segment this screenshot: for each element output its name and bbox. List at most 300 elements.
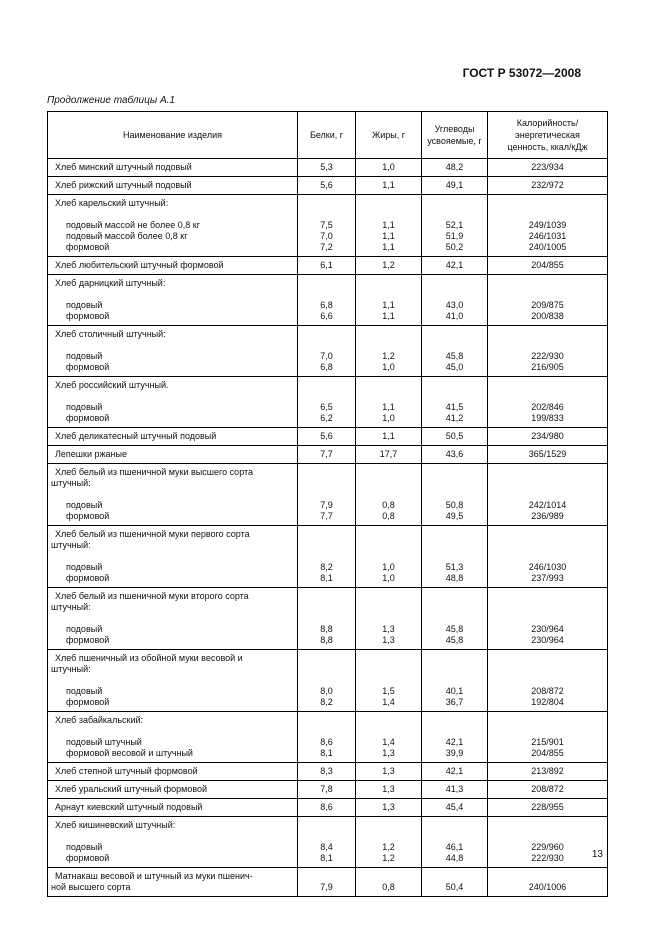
energy-value [488,289,607,300]
fat-value: 0,8 [382,500,395,510]
carbs-value [422,198,487,209]
fat-value [356,529,421,540]
fat-cell [356,159,422,177]
product-name-line: подовый [66,402,103,412]
carbs-value: 50,4 [445,882,464,892]
protein-value [298,340,355,351]
table-row [48,712,608,763]
carbs-value: 41,5 [445,402,464,412]
carbs-cell [422,526,488,588]
fat-value: 1,1 [382,242,395,252]
fat-value [356,715,421,726]
protein-value: 8,2 [320,697,333,707]
fat-value: 1,3 [382,766,395,776]
protein-value [298,529,355,540]
table-row [48,446,608,464]
product-name-line: формовой [66,242,110,252]
carbs-value: 41,2 [445,413,464,423]
table-caption: Продолжение таблицы А.1 [47,95,175,106]
energy-value [488,540,607,551]
carbs-value [422,551,487,562]
protein-value [298,613,355,624]
standard-number: ГОСТ Р 53072—2008 [462,66,581,80]
protein-value: 7,8 [320,784,333,794]
protein-value: 7,0 [320,231,333,241]
protein-value [298,591,355,602]
carbs-value: 36,7 [445,697,464,707]
product-name-cell [48,650,298,712]
energy-cell [488,275,608,326]
protein-cell [298,712,356,763]
protein-cell [298,781,356,799]
product-name-line: подовый [66,500,103,510]
carbs-value: 50,8 [445,500,464,510]
energy-value: 209/875 [531,300,564,310]
protein-value: 7,7 [320,449,333,459]
product-name-cell [48,377,298,428]
carbs-value [422,664,487,675]
product-name-line: Арнаут киевский штучный подовый [55,802,203,812]
carbs-cell [422,712,488,763]
energy-value [488,478,607,489]
energy-value: 234/980 [531,431,564,441]
protein-value: 7,5 [320,220,333,230]
protein-value: 7,9 [320,882,333,892]
product-name-line [48,289,297,300]
product-name-line: формовой весовой и штучный [66,748,193,758]
fat-value [356,467,421,478]
table-row [48,177,608,195]
energy-value: 365/1529 [528,449,567,459]
protein-value: 5,6 [320,431,333,441]
carbs-value [422,613,487,624]
energy-cell [488,377,608,428]
product-name-line: подовый массой не более 0,8 кг [66,220,200,230]
carbs-value: 42,1 [445,766,464,776]
product-name-line: подовый [66,686,103,696]
table-row [48,195,608,257]
energy-cell [488,195,608,257]
protein-value [298,831,355,842]
protein-value: 7,7 [320,511,333,521]
carbs-cell [422,650,488,712]
energy-value [488,529,607,540]
fat-value [356,289,421,300]
carbs-value: 39,9 [445,748,464,758]
fat-value: 1,0 [382,362,395,372]
energy-value [488,391,607,402]
fat-value [356,726,421,737]
protein-value: 8,3 [320,766,333,776]
carbs-value: 52,1 [445,220,464,230]
table-row [48,377,608,428]
fat-value: 1,0 [382,162,395,172]
product-name-line: Хлеб рижский штучный подовый [55,180,192,190]
protein-cell [298,526,356,588]
carbs-value [422,380,487,391]
carbs-value: 50,2 [445,242,464,252]
fat-value [356,209,421,220]
product-name-cell [48,588,298,650]
energy-value: 213/892 [531,766,564,776]
table-row [48,428,608,446]
product-name-line: штучный: [51,540,91,550]
fat-value [356,198,421,209]
energy-value [488,726,607,737]
fat-value: 1,2 [382,260,395,270]
energy-value: 215/901 [531,737,564,747]
table-row [48,868,608,897]
table-row [48,588,608,650]
product-name-cell [48,781,298,799]
product-name-line: Хлеб любительский штучный формовой [55,260,224,270]
carbs-cell [422,159,488,177]
carbs-value: 45,8 [445,635,464,645]
energy-cell [488,159,608,177]
fat-cell [356,650,422,712]
protein-value: 8,8 [320,635,333,645]
energy-cell [488,257,608,275]
carbs-value [422,871,487,882]
protein-value [298,540,355,551]
carbs-value: 45,0 [445,362,464,372]
energy-value [488,489,607,500]
carbs-cell [422,275,488,326]
product-name-line: формовой [66,635,110,645]
protein-value [298,198,355,209]
table-row [48,257,608,275]
product-name-line: подовый [66,842,103,852]
carbs-value: 41,0 [445,311,464,321]
product-name-line [48,391,297,402]
table-row [48,650,608,712]
header-fat: Жиры, г [356,112,422,159]
carbs-value: 48,2 [445,162,464,172]
energy-value: 232/972 [531,180,564,190]
carbs-value [422,391,487,402]
protein-value [298,209,355,220]
energy-value: 240/1006 [528,882,567,892]
carbs-value [422,726,487,737]
protein-cell [298,588,356,650]
carbs-value [422,340,487,351]
energy-cell [488,428,608,446]
carbs-value [422,820,487,831]
energy-value: 223/934 [531,162,564,172]
carbs-cell [422,464,488,526]
carbs-value: 40,1 [445,686,464,696]
product-name-line: Хлеб дарницкий штучный: [55,278,166,288]
product-name-line [48,209,297,220]
fat-value: 1,4 [382,697,395,707]
protein-cell [298,868,356,897]
energy-cell [488,799,608,817]
fat-cell [356,817,422,868]
carbs-value: 45,8 [445,351,464,361]
fat-cell [356,428,422,446]
fat-cell [356,868,422,897]
protein-value [298,602,355,613]
protein-value: 8,6 [320,737,333,747]
energy-value: 246/1031 [528,231,567,241]
carbs-cell [422,326,488,377]
energy-value: 222/930 [531,853,564,863]
product-name-line: Хлеб забайкальский: [55,715,144,725]
header-product-name: Наименование изделия [48,112,298,159]
fat-value [356,278,421,289]
fat-value: 1,0 [382,562,395,572]
nutrition-table [47,111,608,897]
carbs-value: 42,1 [445,260,464,270]
energy-value: 208/872 [531,784,564,794]
energy-value [488,198,607,209]
protein-value [298,489,355,500]
product-name-cell [48,257,298,275]
protein-cell [298,817,356,868]
energy-value [488,653,607,664]
product-name-cell [48,868,298,897]
product-name-line: Хлеб степной штучный формовой [55,766,198,776]
product-name-line: штучный: [51,664,91,674]
protein-value [298,871,355,882]
product-name-line [48,675,297,686]
fat-value [356,329,421,340]
fat-value: 1,3 [382,784,395,794]
protein-cell [298,159,356,177]
product-name-line: Хлеб пшеничный из обойной муки весовой и [55,653,243,663]
energy-cell [488,464,608,526]
protein-cell [298,377,356,428]
fat-cell [356,177,422,195]
fat-value [356,540,421,551]
protein-cell [298,428,356,446]
product-name-line [48,551,297,562]
fat-value: 1,1 [382,402,395,412]
fat-value: 1,2 [382,351,395,361]
fat-cell [356,588,422,650]
carbs-cell [422,817,488,868]
header-carbs-line: Углеводы [434,124,475,134]
header-energy-line: ценность, ккал/кДж [507,142,588,152]
fat-value [356,551,421,562]
fat-value [356,613,421,624]
energy-value: 246/1030 [528,562,567,572]
carbs-value: 49,5 [445,511,464,521]
fat-value [356,831,421,842]
product-name-line: формовой [66,573,110,583]
fat-cell [356,195,422,257]
product-name-line: подовый массой более 0,8 кг [66,231,188,241]
fat-cell [356,464,422,526]
energy-cell [488,781,608,799]
product-name-line: подовый [66,351,103,361]
product-name-line: Хлеб деликатесный штучный подовый [55,431,217,441]
product-name-line: Хлеб кишиневский штучный: [55,820,176,830]
protein-value: 8,4 [320,842,333,852]
fat-value: 1,1 [382,220,395,230]
energy-value: 199/833 [531,413,564,423]
protein-cell [298,275,356,326]
fat-value: 1,0 [382,573,395,583]
table-row [48,464,608,526]
product-name-line: штучный: [51,602,91,612]
carbs-value [422,675,487,686]
fat-value: 1,1 [382,180,395,190]
fat-value [356,664,421,675]
page-number: 13 [591,849,603,860]
fat-value [356,489,421,500]
product-name-line: Хлеб белый из пшеничной муки высшего сорта [55,467,254,477]
carbs-value [422,602,487,613]
product-name-line: Хлеб карельский штучный: [55,198,169,208]
protein-value [298,289,355,300]
protein-value [298,391,355,402]
carbs-cell [422,177,488,195]
protein-cell [298,763,356,781]
product-name-line: формовой [66,697,110,707]
carbs-cell [422,257,488,275]
product-name-line: Хлеб белый из пшеничной муки второго сорта [55,591,249,601]
protein-value [298,467,355,478]
product-name-cell [48,195,298,257]
table-row [48,817,608,868]
header-energy [488,112,608,159]
energy-value [488,209,607,220]
energy-value [488,871,607,882]
protein-cell [298,195,356,257]
protein-value: 8,6 [320,802,333,812]
fat-value: 1,1 [382,431,395,441]
energy-value [488,591,607,602]
protein-value [298,380,355,391]
energy-value [488,380,607,391]
fat-value: 0,8 [382,882,395,892]
product-name-line [48,831,297,842]
product-name-line: подовый [66,562,103,572]
fat-value: 1,1 [382,231,395,241]
protein-cell [298,464,356,526]
carbs-cell [422,799,488,817]
product-name-line: Хлеб уральский штучный формовой [55,784,208,794]
carbs-value [422,329,487,340]
product-name-line: формовой [66,853,110,863]
energy-value: 237/993 [531,573,564,583]
fat-value: 1,3 [382,635,395,645]
protein-value [298,329,355,340]
carbs-cell [422,446,488,464]
energy-value [488,278,607,289]
carbs-value [422,467,487,478]
protein-value: 5,6 [320,180,333,190]
energy-value: 230/964 [531,624,564,634]
product-name-cell [48,159,298,177]
energy-value [488,551,607,562]
fat-value: 1,1 [382,300,395,310]
fat-value: 1,5 [382,686,395,696]
product-name-line: формовой [66,511,110,521]
carbs-cell [422,428,488,446]
product-name-cell [48,326,298,377]
carbs-value: 45,4 [445,802,464,812]
carbs-value [422,529,487,540]
protein-value: 8,1 [320,853,333,863]
protein-value: 8,0 [320,686,333,696]
energy-value: 249/1039 [528,220,567,230]
product-name-line [48,613,297,624]
carbs-value: 48,8 [445,573,464,583]
fat-value: 1,4 [382,737,395,747]
protein-cell [298,446,356,464]
fat-value: 1,1 [382,311,395,321]
product-name-line [48,489,297,500]
table-body [48,159,608,897]
energy-cell [488,326,608,377]
carbs-value [422,489,487,500]
carbs-value [422,278,487,289]
energy-cell [488,817,608,868]
carbs-cell [422,868,488,897]
carbs-value [422,591,487,602]
product-name-cell [48,526,298,588]
carbs-value [422,540,487,551]
fat-value [356,478,421,489]
energy-value: 216/905 [531,362,564,372]
carbs-value: 45,8 [445,624,464,634]
fat-value: 1,3 [382,624,395,634]
carbs-value: 42,1 [445,737,464,747]
product-name-line: штучный: [51,478,91,488]
carbs-cell [422,763,488,781]
carbs-value [422,209,487,220]
product-name-cell [48,464,298,526]
fat-value [356,380,421,391]
header-energy-line: энергетическая [515,130,580,140]
protein-value [298,726,355,737]
product-name-line: Хлеб столичный штучный: [55,329,166,339]
protein-value: 7,2 [320,242,333,252]
carbs-value: 43,6 [445,449,464,459]
fat-value: 1,0 [382,413,395,423]
carbs-cell [422,377,488,428]
energy-value [488,602,607,613]
fat-cell [356,712,422,763]
fat-value [356,602,421,613]
fat-value: 1,3 [382,802,395,812]
carbs-value: 51,9 [445,231,464,241]
fat-value [356,675,421,686]
carbs-value: 41,3 [445,784,464,794]
table-row [48,275,608,326]
energy-value: 200/838 [531,311,564,321]
protein-value: 7,9 [320,500,333,510]
energy-value: 222/930 [531,351,564,361]
carbs-value: 49,1 [445,180,464,190]
carbs-value: 46,1 [445,842,464,852]
protein-cell [298,799,356,817]
energy-value [488,675,607,686]
product-name-cell [48,712,298,763]
table-row [48,159,608,177]
energy-value: 208/872 [531,686,564,696]
fat-value [356,871,421,882]
protein-value [298,551,355,562]
carbs-value [422,289,487,300]
energy-value: 228/955 [531,802,564,812]
fat-value [356,340,421,351]
protein-value [298,820,355,831]
header-carbs [422,112,488,159]
energy-value: 240/1005 [528,242,567,252]
